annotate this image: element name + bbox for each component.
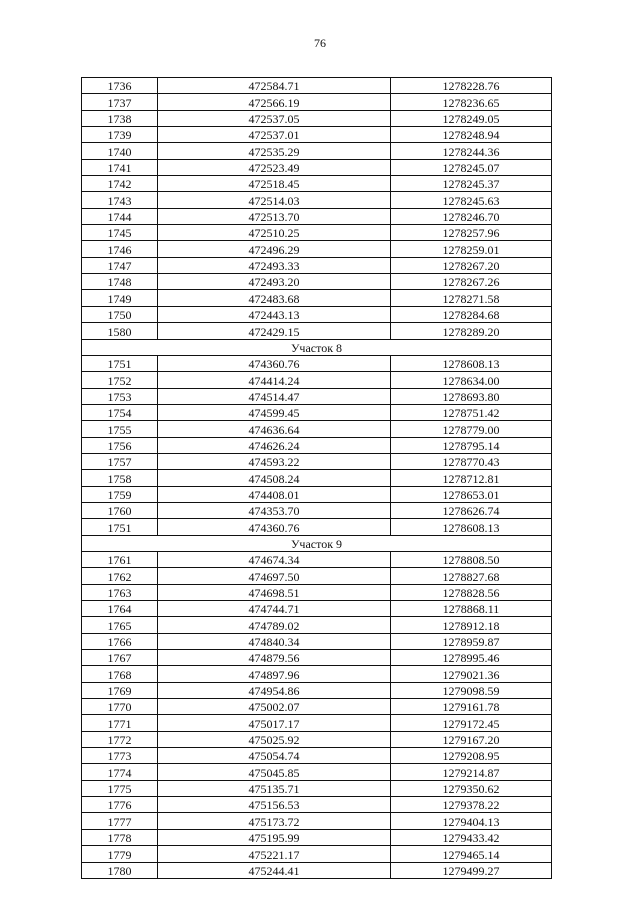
y-coordinate-cell: 1278267.26 bbox=[391, 274, 552, 290]
y-coordinate-cell: 1278608.13 bbox=[391, 519, 552, 535]
point-number-cell: 1758 bbox=[82, 470, 158, 486]
point-number-cell: 1738 bbox=[82, 110, 158, 126]
point-number-cell: 1778 bbox=[82, 829, 158, 845]
point-number-cell: 1745 bbox=[82, 225, 158, 241]
point-number-cell: 1770 bbox=[82, 699, 158, 715]
x-coordinate-cell: 475156.53 bbox=[158, 797, 391, 813]
point-number-cell: 1743 bbox=[82, 192, 158, 208]
y-coordinate-cell: 1279214.87 bbox=[391, 764, 552, 780]
y-coordinate-cell: 1278249.05 bbox=[391, 110, 552, 126]
x-coordinate-cell: 472537.05 bbox=[158, 110, 391, 126]
x-coordinate-cell: 472514.03 bbox=[158, 192, 391, 208]
table-row bbox=[82, 617, 552, 633]
x-coordinate-cell: 474954.86 bbox=[158, 682, 391, 698]
y-coordinate-cell: 1278959.87 bbox=[391, 633, 552, 649]
x-coordinate-cell: 472513.70 bbox=[158, 208, 391, 224]
x-coordinate-cell: 475135.71 bbox=[158, 780, 391, 796]
table-row bbox=[82, 764, 552, 780]
x-coordinate-cell: 475002.07 bbox=[158, 699, 391, 715]
table-row bbox=[82, 421, 552, 437]
x-coordinate-cell: 474897.96 bbox=[158, 666, 391, 682]
x-coordinate-cell: 474599.45 bbox=[158, 404, 391, 420]
y-coordinate-cell: 1278246.70 bbox=[391, 208, 552, 224]
y-coordinate-cell: 1279433.42 bbox=[391, 829, 552, 845]
y-coordinate-cell: 1278795.14 bbox=[391, 437, 552, 453]
x-coordinate-cell: 475025.92 bbox=[158, 731, 391, 747]
y-coordinate-cell: 1279098.59 bbox=[391, 682, 552, 698]
x-coordinate-cell: 472483.68 bbox=[158, 290, 391, 306]
table-row bbox=[82, 208, 552, 224]
coordinates-table bbox=[81, 77, 552, 879]
table-row bbox=[82, 192, 552, 208]
table-row bbox=[82, 372, 552, 388]
table-row bbox=[82, 682, 552, 698]
point-number-cell: 1780 bbox=[82, 862, 158, 878]
x-coordinate-cell: 474360.76 bbox=[158, 355, 391, 371]
point-number-cell: 1741 bbox=[82, 159, 158, 175]
point-number-cell: 1767 bbox=[82, 650, 158, 666]
point-number-cell: 1746 bbox=[82, 241, 158, 257]
table-row bbox=[82, 551, 552, 567]
y-coordinate-cell: 1279350.62 bbox=[391, 780, 552, 796]
x-coordinate-cell: 475045.85 bbox=[158, 764, 391, 780]
y-coordinate-cell: 1278828.56 bbox=[391, 584, 552, 600]
point-number-cell: 1736 bbox=[82, 78, 158, 94]
y-coordinate-cell: 1279167.20 bbox=[391, 731, 552, 747]
x-coordinate-cell: 472510.25 bbox=[158, 225, 391, 241]
y-coordinate-cell: 1278868.11 bbox=[391, 601, 552, 617]
point-number-cell: 1776 bbox=[82, 797, 158, 813]
table-row bbox=[82, 780, 552, 796]
y-coordinate-cell: 1278912.18 bbox=[391, 617, 552, 633]
x-coordinate-cell: 474360.76 bbox=[158, 519, 391, 535]
table-row bbox=[82, 813, 552, 829]
section-title: Участок 8 bbox=[82, 339, 552, 355]
table-row bbox=[82, 470, 552, 486]
point-number-cell: 1750 bbox=[82, 306, 158, 322]
x-coordinate-cell: 474593.22 bbox=[158, 453, 391, 469]
table-row bbox=[82, 404, 552, 420]
point-number-cell: 1768 bbox=[82, 666, 158, 682]
x-coordinate-cell: 474414.24 bbox=[158, 372, 391, 388]
table-row bbox=[82, 862, 552, 878]
point-number-cell: 1739 bbox=[82, 127, 158, 143]
table-row bbox=[82, 355, 552, 371]
table-row bbox=[82, 143, 552, 159]
x-coordinate-cell: 475221.17 bbox=[158, 846, 391, 862]
table-row bbox=[82, 323, 552, 339]
y-coordinate-cell: 1278245.63 bbox=[391, 192, 552, 208]
point-number-cell: 1766 bbox=[82, 633, 158, 649]
point-number-cell: 1774 bbox=[82, 764, 158, 780]
table-row bbox=[82, 519, 552, 535]
x-coordinate-cell: 474626.24 bbox=[158, 437, 391, 453]
x-coordinate-cell: 472537.01 bbox=[158, 127, 391, 143]
y-coordinate-cell: 1279161.78 bbox=[391, 699, 552, 715]
point-number-cell: 1777 bbox=[82, 813, 158, 829]
y-coordinate-cell: 1278248.94 bbox=[391, 127, 552, 143]
point-number-cell: 1772 bbox=[82, 731, 158, 747]
point-number-cell: 1759 bbox=[82, 486, 158, 502]
y-coordinate-cell: 1278271.58 bbox=[391, 290, 552, 306]
y-coordinate-cell: 1279208.95 bbox=[391, 748, 552, 764]
point-number-cell: 1749 bbox=[82, 290, 158, 306]
table-row bbox=[82, 666, 552, 682]
point-number-cell: 1744 bbox=[82, 208, 158, 224]
y-coordinate-cell: 1278259.01 bbox=[391, 241, 552, 257]
x-coordinate-cell: 474698.51 bbox=[158, 584, 391, 600]
y-coordinate-cell: 1278289.20 bbox=[391, 323, 552, 339]
section-title: Участок 9 bbox=[82, 535, 552, 551]
x-coordinate-cell: 475173.72 bbox=[158, 813, 391, 829]
y-coordinate-cell: 1279465.14 bbox=[391, 846, 552, 862]
table-row bbox=[82, 601, 552, 617]
y-coordinate-cell: 1278244.36 bbox=[391, 143, 552, 159]
table-row bbox=[82, 437, 552, 453]
point-number-cell: 1771 bbox=[82, 715, 158, 731]
y-coordinate-cell: 1279404.13 bbox=[391, 813, 552, 829]
y-coordinate-cell: 1278751.42 bbox=[391, 404, 552, 420]
table-row bbox=[82, 650, 552, 666]
x-coordinate-cell: 472443.13 bbox=[158, 306, 391, 322]
section-header-row bbox=[82, 339, 552, 355]
point-number-cell: 1763 bbox=[82, 584, 158, 600]
y-coordinate-cell: 1278257.96 bbox=[391, 225, 552, 241]
table-row bbox=[82, 176, 552, 192]
y-coordinate-cell: 1279172.45 bbox=[391, 715, 552, 731]
x-coordinate-cell: 474408.01 bbox=[158, 486, 391, 502]
y-coordinate-cell: 1278653.01 bbox=[391, 486, 552, 502]
y-coordinate-cell: 1278626.74 bbox=[391, 502, 552, 518]
x-coordinate-cell: 472584.71 bbox=[158, 78, 391, 94]
y-coordinate-cell: 1278284.68 bbox=[391, 306, 552, 322]
y-coordinate-cell: 1278228.76 bbox=[391, 78, 552, 94]
x-coordinate-cell: 475195.99 bbox=[158, 829, 391, 845]
point-number-cell: 1740 bbox=[82, 143, 158, 159]
y-coordinate-cell: 1278779.00 bbox=[391, 421, 552, 437]
point-number-cell: 1737 bbox=[82, 94, 158, 110]
table-row bbox=[82, 127, 552, 143]
point-number-cell: 1765 bbox=[82, 617, 158, 633]
table-row bbox=[82, 699, 552, 715]
table-row bbox=[82, 748, 552, 764]
table-row bbox=[82, 731, 552, 747]
table-row bbox=[82, 78, 552, 94]
x-coordinate-cell: 474674.34 bbox=[158, 551, 391, 567]
point-number-cell: 1775 bbox=[82, 780, 158, 796]
x-coordinate-cell: 474697.50 bbox=[158, 568, 391, 584]
table-row bbox=[82, 110, 552, 126]
y-coordinate-cell: 1278770.43 bbox=[391, 453, 552, 469]
point-number-cell: 1760 bbox=[82, 502, 158, 518]
x-coordinate-cell: 474636.64 bbox=[158, 421, 391, 437]
table-row bbox=[82, 225, 552, 241]
table-row bbox=[82, 633, 552, 649]
x-coordinate-cell: 474789.02 bbox=[158, 617, 391, 633]
table-row bbox=[82, 274, 552, 290]
table-row bbox=[82, 257, 552, 273]
table-row bbox=[82, 306, 552, 322]
y-coordinate-cell: 1278995.46 bbox=[391, 650, 552, 666]
y-coordinate-cell: 1278245.37 bbox=[391, 176, 552, 192]
point-number-cell: 1764 bbox=[82, 601, 158, 617]
x-coordinate-cell: 475244.41 bbox=[158, 862, 391, 878]
point-number-cell: 1751 bbox=[82, 355, 158, 371]
table-row bbox=[82, 388, 552, 404]
table-row bbox=[82, 486, 552, 502]
table-row bbox=[82, 241, 552, 257]
y-coordinate-cell: 1278634.00 bbox=[391, 372, 552, 388]
table-row bbox=[82, 584, 552, 600]
section-header-row bbox=[82, 535, 552, 551]
x-coordinate-cell: 472493.20 bbox=[158, 274, 391, 290]
y-coordinate-cell: 1278267.20 bbox=[391, 257, 552, 273]
y-coordinate-cell: 1278808.50 bbox=[391, 551, 552, 567]
page-number: 76 bbox=[314, 36, 326, 50]
coordinates-table-body bbox=[82, 78, 552, 879]
y-coordinate-cell: 1278245.07 bbox=[391, 159, 552, 175]
x-coordinate-cell: 472493.33 bbox=[158, 257, 391, 273]
point-number-cell: 1773 bbox=[82, 748, 158, 764]
point-number-cell: 1753 bbox=[82, 388, 158, 404]
x-coordinate-cell: 475017.17 bbox=[158, 715, 391, 731]
x-coordinate-cell: 474508.24 bbox=[158, 470, 391, 486]
point-number-cell: 1779 bbox=[82, 846, 158, 862]
point-number-cell: 1757 bbox=[82, 453, 158, 469]
table-row bbox=[82, 829, 552, 845]
point-number-cell: 1751 bbox=[82, 519, 158, 535]
point-number-cell: 1742 bbox=[82, 176, 158, 192]
point-number-cell: 1756 bbox=[82, 437, 158, 453]
x-coordinate-cell: 474514.47 bbox=[158, 388, 391, 404]
point-number-cell: 1755 bbox=[82, 421, 158, 437]
x-coordinate-cell: 474879.56 bbox=[158, 650, 391, 666]
y-coordinate-cell: 1279499.27 bbox=[391, 862, 552, 878]
x-coordinate-cell: 472496.29 bbox=[158, 241, 391, 257]
point-number-cell: 1769 bbox=[82, 682, 158, 698]
y-coordinate-cell: 1278236.65 bbox=[391, 94, 552, 110]
y-coordinate-cell: 1278608.13 bbox=[391, 355, 552, 371]
point-number-cell: 1752 bbox=[82, 372, 158, 388]
x-coordinate-cell: 472518.45 bbox=[158, 176, 391, 192]
x-coordinate-cell: 472535.29 bbox=[158, 143, 391, 159]
y-coordinate-cell: 1279378.22 bbox=[391, 797, 552, 813]
x-coordinate-cell: 472429.15 bbox=[158, 323, 391, 339]
table-row bbox=[82, 159, 552, 175]
y-coordinate-cell: 1278712.81 bbox=[391, 470, 552, 486]
y-coordinate-cell: 1278693.80 bbox=[391, 388, 552, 404]
x-coordinate-cell: 475054.74 bbox=[158, 748, 391, 764]
table-row bbox=[82, 453, 552, 469]
table-row bbox=[82, 568, 552, 584]
x-coordinate-cell: 474840.34 bbox=[158, 633, 391, 649]
point-number-cell: 1762 bbox=[82, 568, 158, 584]
point-number-cell: 1754 bbox=[82, 404, 158, 420]
x-coordinate-cell: 474744.71 bbox=[158, 601, 391, 617]
point-number-cell: 1761 bbox=[82, 551, 158, 567]
x-coordinate-cell: 474353.70 bbox=[158, 502, 391, 518]
table-row bbox=[82, 290, 552, 306]
table-row bbox=[82, 715, 552, 731]
point-number-cell: 1747 bbox=[82, 257, 158, 273]
table-row bbox=[82, 94, 552, 110]
point-number-cell: 1748 bbox=[82, 274, 158, 290]
x-coordinate-cell: 472566.19 bbox=[158, 94, 391, 110]
table-row bbox=[82, 797, 552, 813]
table-row bbox=[82, 846, 552, 862]
table-row bbox=[82, 502, 552, 518]
y-coordinate-cell: 1279021.36 bbox=[391, 666, 552, 682]
x-coordinate-cell: 472523.49 bbox=[158, 159, 391, 175]
point-number-cell: 1580 bbox=[82, 323, 158, 339]
y-coordinate-cell: 1278827.68 bbox=[391, 568, 552, 584]
